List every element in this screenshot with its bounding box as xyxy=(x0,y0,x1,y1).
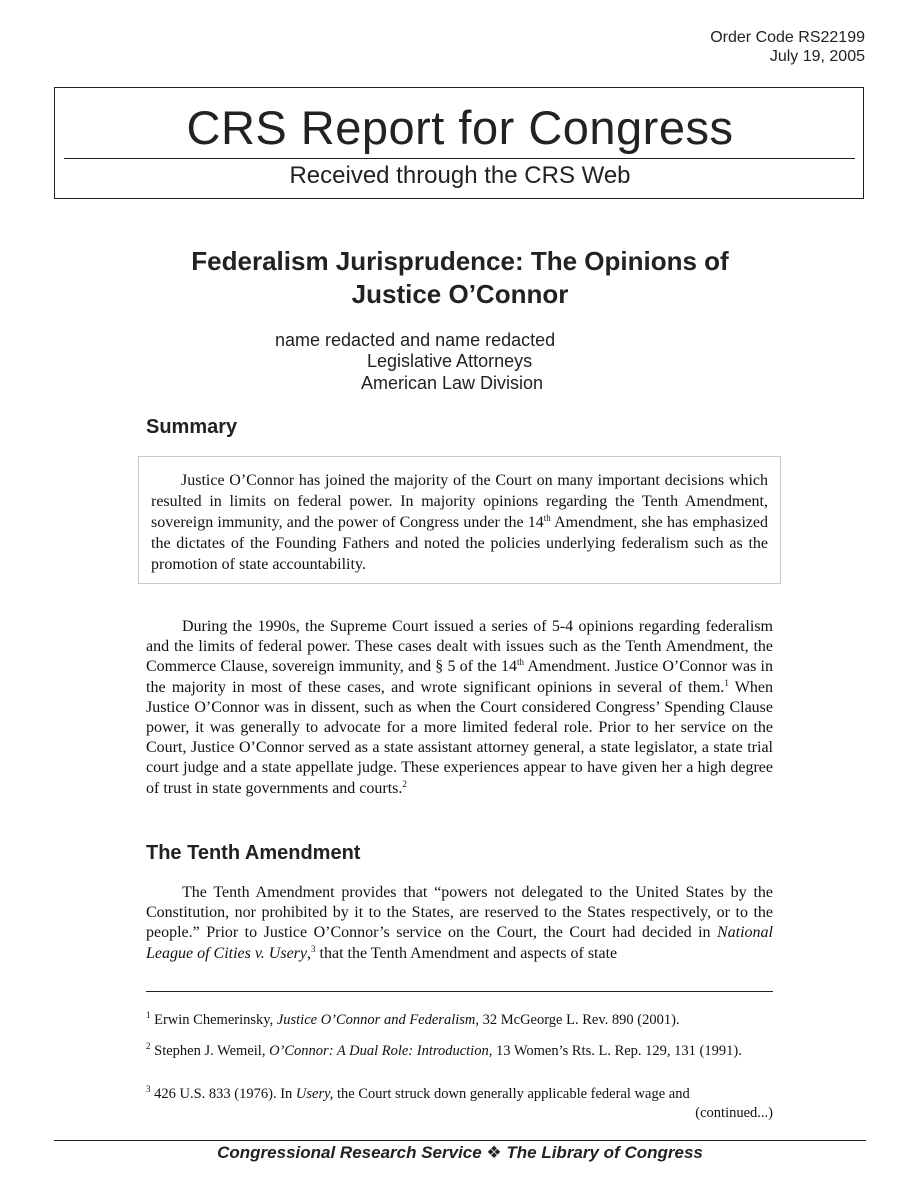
banner-subtitle: Received through the CRS Web xyxy=(289,162,631,189)
footer-divider xyxy=(54,1140,866,1141)
footnote-ref-1[interactable]: 1 xyxy=(724,677,729,688)
section-heading-tenth-amendment: The Tenth Amendment xyxy=(146,842,361,864)
footnote-1 xyxy=(146,1011,773,1029)
superscript: th xyxy=(543,513,551,523)
case-name: National League of Cities v. Usery xyxy=(146,924,773,962)
footnote-title: Justice O’Connor and Federalism xyxy=(276,1012,476,1028)
footnote-3 xyxy=(146,1085,773,1103)
banner-divider xyxy=(64,158,855,159)
body-paragraph-1 xyxy=(146,617,773,799)
summary-text-part: Amendment, she has emphasized the dictates of the Founding Fathers and noted the policies underlying federalism such as the promotion of state accountability. xyxy=(151,514,769,573)
body-paragraph-2 xyxy=(146,883,773,964)
summary-heading: Summary xyxy=(146,416,238,438)
footnote-title: O’Connor: A Dual Role: Introduction xyxy=(269,1043,489,1059)
paragraph-text: The Tenth Amendment provides that “powers not delegated to the United States by the Constitution, nor prohibited by it to the States, are reserved to the States respectively, or to the people.” Prior to Justice O’Connor’s service on the Court, the Court had decided in xyxy=(146,884,773,942)
banner-title: CRS Report for Congress xyxy=(186,101,734,154)
order-code: Order Code RS22199 xyxy=(710,29,865,46)
paragraph-text: that the Tenth Amendment and aspects of state xyxy=(315,944,618,962)
author-division: American Law Division xyxy=(361,373,544,393)
footnote-divider xyxy=(146,991,773,992)
footnote-text: 426 U.S. 833 (1976). In xyxy=(150,1086,296,1102)
footnote-text: , 32 McGeorge L. Rev. 890 (2001). xyxy=(475,1012,680,1028)
footnote-text: Stephen J. Wemeil, xyxy=(150,1043,270,1059)
footnote-title: Usery, xyxy=(295,1086,334,1102)
document-title-line-2: Justice O’Connor xyxy=(351,279,569,309)
document-title-line-1: Federalism Jurisprudence: The Opinions of xyxy=(191,246,729,276)
footnote-ref-2[interactable]: 2 xyxy=(402,778,407,789)
superscript: th xyxy=(516,657,524,668)
footnote-ref-3[interactable]: 3 xyxy=(311,943,316,954)
author-role: Legislative Attorneys xyxy=(367,351,533,371)
summary-text-part: Justice O’Connor has joined the majority of the Court on many important decisions which resulted in limits on federal power. In majority opinions regarding the Tenth Amendment, sovereign immunity, and the power of Congress under the 14 xyxy=(151,472,768,531)
footnote-text: , 13 Women’s Rts. L. Rep. 129, 131 (1991). xyxy=(488,1043,742,1059)
footnote-number: 2 xyxy=(146,1041,151,1051)
paragraph-text: When Justice O’Connor was in dissent, such as when the Court considered Congress’ Spending Clause power, it was generally to advocate for a more limited federal role. Prior to her service on the Court, Justice O’Connor served as a state assistant attorney general, a state legislator, a state trial court judge and a state appellate judge. These experiences appear to have given her a high degree of trust in state governments and courts. xyxy=(146,678,773,797)
summary-text xyxy=(151,470,768,575)
page-footer: Congressional Research Service ❖ The Library of Congress xyxy=(217,1143,703,1162)
paragraph-text: During the 1990s, the Supreme Court issued a series of 5-4 opinions regarding federalism and the limits of federal power. These cases dealt with issues such as the Tenth Amendment, the Commerce Clause, sovereign immunity, and § 5 of the 14 xyxy=(146,618,773,676)
footnote-number: 3 xyxy=(146,1084,151,1094)
footnote-2 xyxy=(146,1042,773,1060)
footnote-text: the Court struck down generally applicable federal wage and xyxy=(333,1086,690,1102)
document-title xyxy=(60,245,860,311)
footnote-number: 1 xyxy=(146,1010,151,1020)
paragraph-text: , xyxy=(307,944,312,962)
footnote-text: Erwin Chemerinsky, xyxy=(150,1012,277,1028)
footnote-continued: (continued...) xyxy=(695,1105,773,1121)
authors: name redacted and name redacted xyxy=(275,330,556,350)
paragraph-text: Amendment. Justice O’Connor was in the majority in most of these cases, and wrote significant opinions in several of them. xyxy=(146,658,774,696)
report-date: July 19, 2005 xyxy=(769,48,865,65)
order-info xyxy=(710,28,865,66)
